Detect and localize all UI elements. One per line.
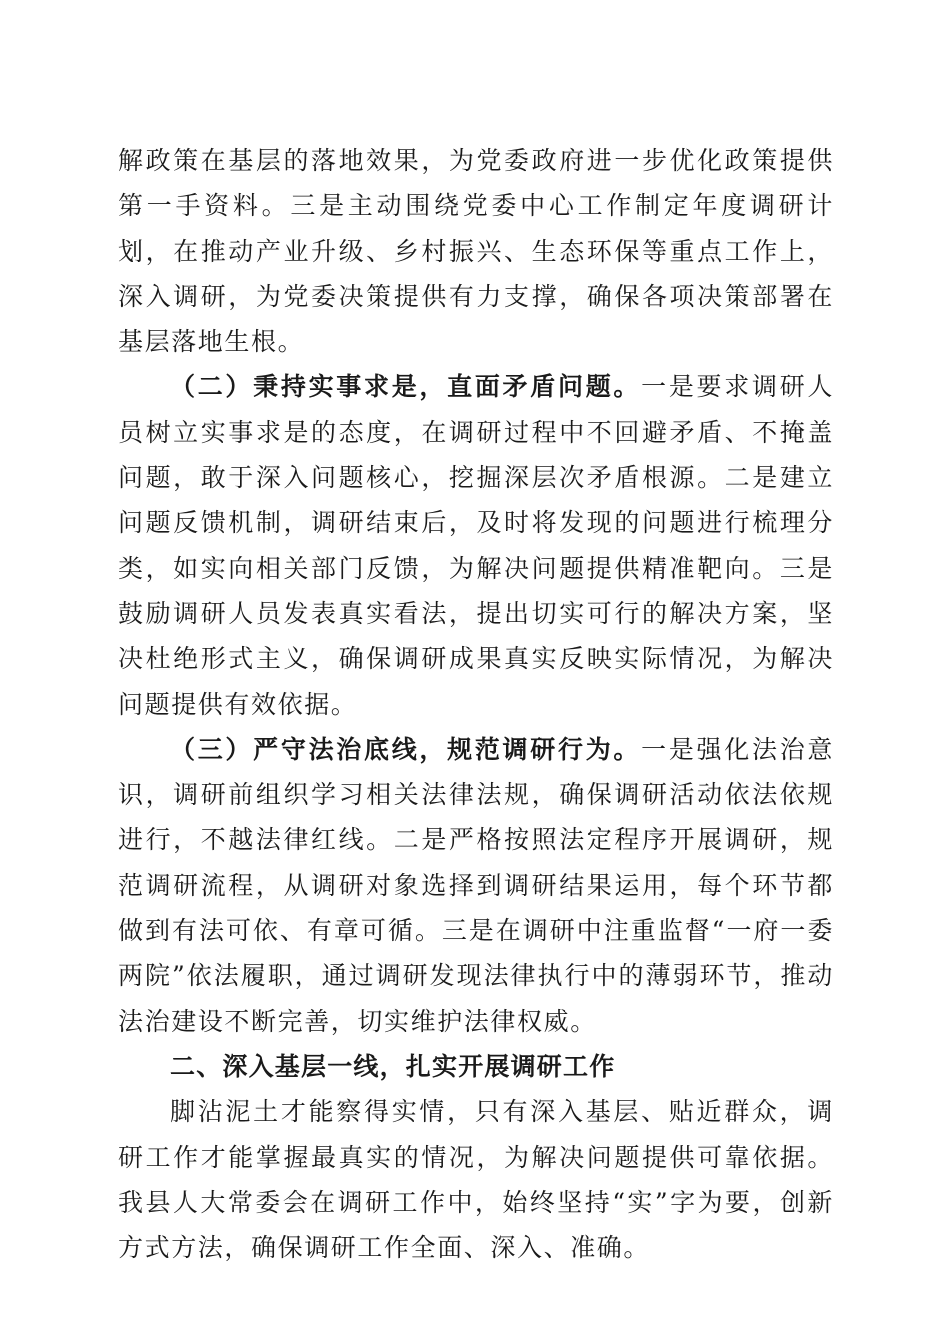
- document-body: [118, 138, 834, 1270]
- paragraph-subsection-3: [118, 727, 834, 1044]
- subsection-title: （三）严守法治底线，规范调研行为。: [170, 734, 642, 764]
- paragraph-continuation: [118, 138, 834, 364]
- section-heading: [118, 1044, 834, 1089]
- paragraph-text: 一是强化法治意识，调研前组织学习相关法律法规，确保调研活动依法依规进行，不越法律红线。二是严格按照法定程序开展调研，规范调研流程，从调研对象选择到调研结果运用，每个环节都做到有法可依、有章可循。三是在调研中注重监督“一府一委两院”依法履职，通过调研发现法律执行中的薄弱环节，推动法治建设不断完善，切实维护法律权威。: [118, 734, 835, 1036]
- subsection-title: （二）秉持实事求是，直面矛盾问题。: [170, 372, 642, 402]
- paragraph-body: [118, 1089, 834, 1270]
- paragraph-text: 一是要求调研人员树立实事求是的态度，在调研过程中不回避矛盾、不掩盖问题，敢于深入问题核心，挖掘深层次矛盾根源。二是建立问题反馈机制，调研结束后，及时将发现的问题进行梳理分类，如实向相关部门反馈，为解决问题提供精准靶向。三是鼓励调研人员发表真实看法，提出切实可行的解决方案，坚决杜绝形式主义，确保调研成果真实反映实际情况，为解决问题提供有效依据。: [118, 372, 835, 719]
- section-heading-text: 二、深入基层一线，扎实开展调研工作: [170, 1051, 616, 1081]
- paragraph-subsection-2: [118, 364, 834, 726]
- paragraph-text: 解政策在基层的落地效果，为党委政府进一步优化政策提供第一手资料。三是主动围绕党委中心工作制定年度调研计划，在推动产业升级、乡村振兴、生态环保等重点工作上，深入调研，为党委决策提供有力支撑，确保各项决策部署在基层落地生根。: [118, 146, 834, 357]
- paragraph-text: 脚沾泥土才能察得实情，只有深入基层、贴近群众，调研工作才能掌握最真实的情况，为解决问题提供可靠依据。我县人大常委会在调研工作中，始终坚持“实”字为要，创新方式方法，确保调研工作全面、深入、准确。: [118, 1097, 834, 1263]
